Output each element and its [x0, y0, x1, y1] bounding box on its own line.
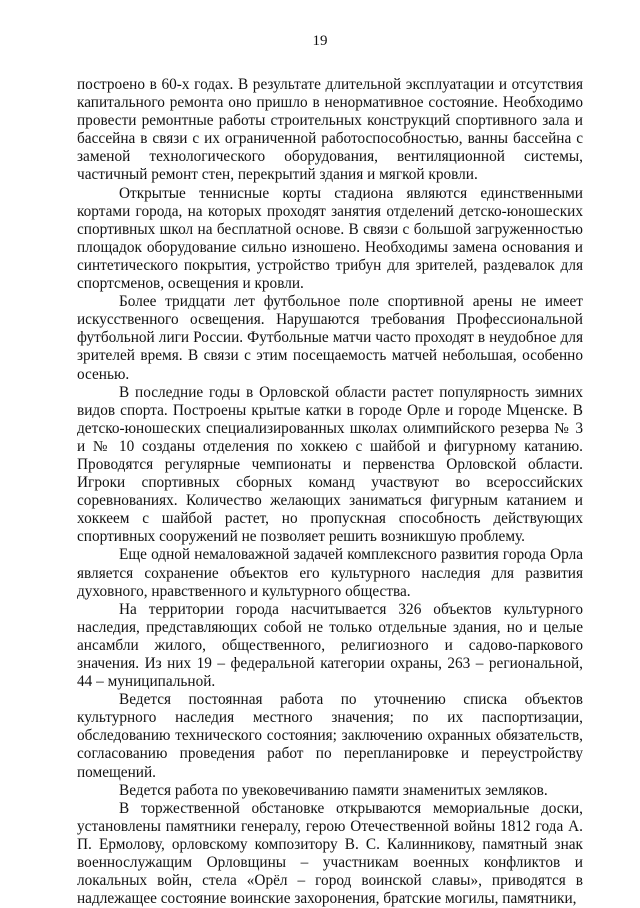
page-number: 19 [312, 33, 328, 49]
paragraph-football-field: Более тридцати лет футбольное поле спортивной арены не имеет искусственного освещения. Нарушаются требования Профессиональной футбольной лиги России. Футбольные матчи часто проходят в неудобное для зрителей время. В связи с этим посещаемость матчей небольшая, особенно осенью. [77, 293, 583, 383]
body-text [77, 76, 583, 908]
paragraph-memory: Ведется работа по увековечиванию памяти знаменитых земляков. [119, 781, 548, 799]
paragraph-tennis-courts: Открытые теннисные корты стадиона являются единственными кортами города, на которых проходят занятия отделений детско-юношеских спортивных школ на бесплатной основе. В связи с большой загруженностью площадок оборудование сильно изношено. Необходимы замена основания и синтетического покрытия, устройство трибун для зрителей, раздевалок для спортсменов, освещения и кровли. [77, 184, 583, 293]
paragraph-cultural-heritage-task: Еще одной немаловажной задачей комплексного развития города Орла является сохранение объектов его культурного наследия для развития духовного, нравственного и культурного общества. [77, 546, 583, 600]
paragraph-monuments: В торжественной обстановке открываются мемориальные доски, установлены памятники генералу, герою Отечественной войны 1812 года А. П. Ермолову, орловскому композитору В. С. Калинникову, памятный знак военнослужащим Орловщины – участникам военных конфликтов и локальных войн, стела «Орёл – город воинской славы», приводятся в надлежащее состояние воинские захоронения, братские могилы, памятники, [77, 799, 583, 908]
paragraph-winter-sports: В последние годы в Орловской области растет популярность зимних видов спорта. Построены крытые катки в городе Орле и городе Мценске. В детско-юношеских специализированных школах олимпийского резерва № 3 и № 10 созданы отделения по хоккею с шайбой и фигурному катанию. Проводятся регулярные чемпионаты и первенства Орловской области. Игроки спортивных сборных команд участвуют во всероссийских соревнованиях. Количество желающих заниматься фигурным катанием и хоккеем с шайбой растет, но пропускная способность действующих спортивных сооружений не позволяет решить возникшую проблему. [77, 383, 583, 546]
paragraph-heritage-work: Ведется постоянная работа по уточнению списка объектов культурного наследия местного значения; по их паспортизации, обследованию технического состояния; заключению охранных обязательств, согласованию проведения работ по перепланировке и переустройству помещений. [77, 691, 583, 781]
paragraph-continued: построено в 60-х годах. В результате длительной эксплуатации и отсутствия капитального ремонта оно пришло в ненормативное состояние. Необходимо провести ремонтные работы строительных конструкций спортивного зала и бассейна в связи с их ограниченной работоспособностью, ванны бассейна с заменой технологического оборудования, вентиляционной системы, частичный ремонт стен, перекрытий здания и мягкой кровли. [77, 76, 583, 184]
paragraph-heritage-objects: На территории города насчитывается 326 объектов культурного наследия, представляющих собой не только отдельные здания, но и целые ансамбли жилого, общественного, религиозного и садово-паркового значения. Из них 19 – федеральной категории охраны, 263 – региональной, 44 – муниципальной. [77, 600, 583, 691]
